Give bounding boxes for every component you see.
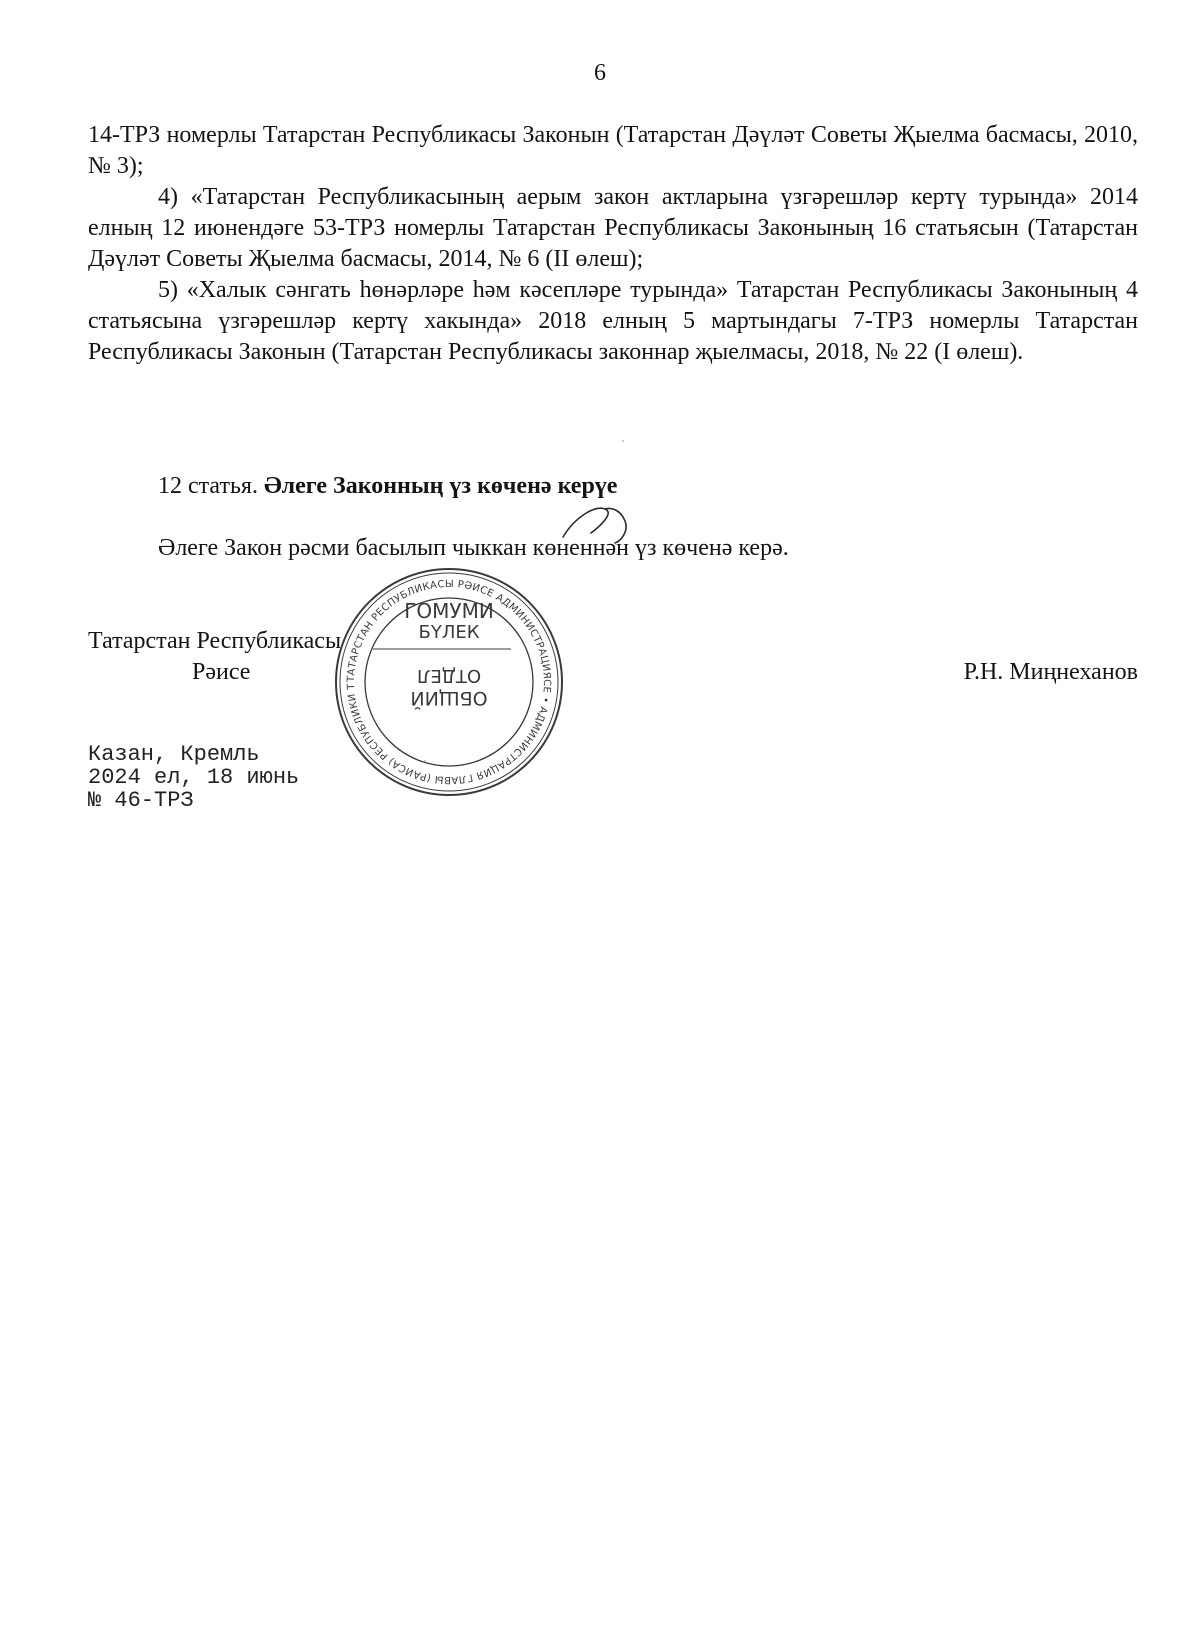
signer-position-line2: Рәисе <box>192 659 251 685</box>
stamp-line1: ГОМУМИ <box>404 599 494 623</box>
article-text: Әлеге Закон рәсми басылып чыккан көненнән үз көченә керә. <box>158 535 789 561</box>
stamp-seal-icon <box>333 566 565 798</box>
signer-position-line1: Татарстан Республикасы <box>88 628 342 654</box>
list-item-paragraph: 14-ТРЗ номерлы Татарстан Республикасы Законын (Татарстан Дәүләт Советы Җыелма басмасы, 2010, № 3); <box>88 122 1138 179</box>
law-body-text <box>88 120 1138 368</box>
list-item-paragraph: 4) «Татарстан Республикасының аерым закон актларына үзгәрешләр кертү турында» 2014 елның 12 июнендәге 53-ТРЗ номерлы Татарстан Республикасы Законының 16 статьясын (Татарстан Дәүләт Советы Җыелма басмасы, 2014, № 6 (II өлеш); <box>88 184 1138 272</box>
date: 2024 ел, 18 июнь <box>88 765 300 790</box>
stamp-outer-text: ТАТАРСТАН РЕСПУБЛИКАСЫ РӘИСЕ АДМИНИСТРАЦИЯСЕ • АДМИНИСТРАЦИЯ ГЛАВЫ (РАИСА) РЕСПУБЛИКИ Т <box>345 578 553 786</box>
signature-scribble-icon <box>555 497 635 557</box>
page-number: 6 <box>594 60 606 86</box>
list-item-paragraph: 5) «Халык сәнгать һөнәрләре һәм кәсепләре турында» Татарстан Республикасы Законының 4 статьясына үзгәрешләр кертү хакында» 2018 елның 5 мартындагы 7-ТРЗ номерлы Татарстан Республикасы Законын (Татарстан Республикасы законнар җыелмасы, 2018, № 22 (I өлеш). <box>88 277 1138 365</box>
signer-name: Р.Н. Миңнеханов <box>963 659 1138 685</box>
article-title: Әлеге Законның үз көченә керүе <box>263 473 618 499</box>
place: Казан, Кремль <box>88 742 260 767</box>
stamp-line2: БҮЛЕК <box>418 622 480 643</box>
official-stamp <box>333 566 565 798</box>
law-number: № 46-ТРЗ <box>88 788 194 813</box>
article-heading <box>158 471 617 502</box>
place-date-block <box>88 743 299 812</box>
stamp-line4: ОБЩИЙ <box>410 687 488 709</box>
stamp-line3: ОТДЕЛ <box>416 665 482 686</box>
scan-speck <box>424 760 426 762</box>
article-number: 12 статья. <box>158 473 258 499</box>
signer-position <box>88 626 341 688</box>
scan-speck <box>622 440 624 442</box>
